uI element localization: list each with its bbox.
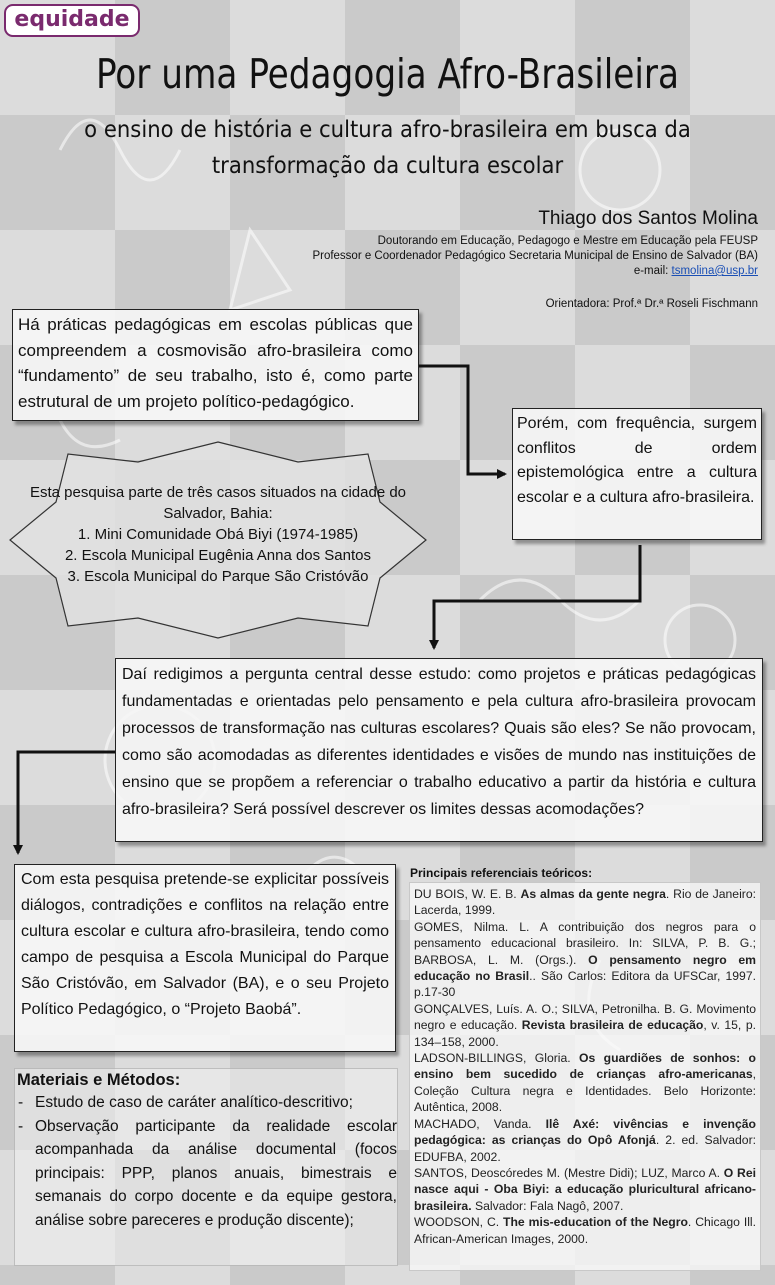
reference-item xyxy=(414,1050,756,1116)
page-subtitle: o ensino de história e cultura afro-brasileira em busca da transformação da cultura escolar xyxy=(84,117,691,179)
email-link[interactable]: tsmolina@usp.br xyxy=(671,265,758,277)
arrow-intro-to-conflicts xyxy=(419,366,505,474)
ref-pre: DU BOIS, W. E. B. xyxy=(414,887,521,901)
page-title: Por uma Pedagogia Afro-Brasileira xyxy=(95,50,680,98)
reference-item xyxy=(414,1116,756,1165)
equidade-logo: equidade xyxy=(4,4,140,37)
ref-title: As almas da gente negra xyxy=(520,887,666,901)
ref-post: . Chicago Ill. African-American Images, 2000. xyxy=(414,1215,757,1246)
cases-star xyxy=(8,440,428,640)
arrow-question-to-aim xyxy=(18,752,115,853)
author-credentials: Doutorando em Educação, Pedagogo e Mestre em Educação pela FEUSP xyxy=(377,235,758,247)
author-position: Professor e Coordenador Pedagógico Secretaria Municipal de Ensino de Salvador (BA) xyxy=(312,250,758,262)
references-list xyxy=(409,882,761,1271)
ref-pre: GOMES, Nilma. L. A contribuição dos negros para o pensamento educacional brasileiro. In: SILVA, P. B. G.; BARBOSA, L. M. (Orgs.). xyxy=(414,919,756,967)
reference-item xyxy=(414,1165,756,1214)
ref-post: Salvador: Fala Nagô, 2007. xyxy=(471,1198,624,1213)
research-aim-box: Com esta pesquisa pretende-se explicitar possíveis diálogos, contradições e conflitos na relação entre cultura escolar e cultura afro-brasileira, tendo como campo de pesquisa a Escola Municipal do Parque São Cristóvão, em Salvador (BA), e o seu Projeto Político Pedagógico, o “Projeto Baobá”. xyxy=(14,864,396,1052)
ref-title: The mis-education of the Negro xyxy=(503,1215,688,1230)
author-info xyxy=(158,204,758,279)
methods-title: Materiais e Métodos: xyxy=(17,1071,181,1089)
reference-item xyxy=(414,886,756,919)
cases-text xyxy=(8,482,428,587)
ref-post: . Rio de Janeiro: Lacerda, 1999. xyxy=(414,887,757,918)
reference-item xyxy=(414,919,756,1001)
ref-post: , v. 15, p. 134–158, 2000. xyxy=(414,1018,756,1049)
case-item: 3. Escola Municipal do Parque São Cristóvão xyxy=(67,568,369,585)
methods-section xyxy=(14,1068,398,1266)
ref-pre: MACHADO, Vanda. xyxy=(414,1116,546,1131)
reference-item xyxy=(414,1214,756,1247)
case-item: 1. Mini Comunidade Obá Biyi (1974-1985) xyxy=(77,526,359,543)
ref-post: .. São Carlos: Editora da UFSCar, 1997. p.17-30 xyxy=(414,969,756,1000)
case-item: 2. Escola Municipal Eugênia Anna dos Santos xyxy=(64,547,372,564)
ref-title: Os guardiões de sonhos: o ensino bem sucedido de crianças afro-americanas xyxy=(414,1051,756,1082)
methods-item: - Observação participante da realidade escolar acompanhada da análise documental (focos principais: PPP, planos anuais, bimestrais e semanais do corpo docente e da equipe gestora, análise sobre pareceres e produção discente); xyxy=(15,1115,397,1233)
ref-pre: WOODSON, C. xyxy=(414,1215,504,1230)
advisor: Orientadora: Prof.ª Dr.ª Roseli Fischmann xyxy=(545,298,758,310)
cases-intro: Esta pesquisa parte de três casos situados na cidade do Salvador, Bahia: xyxy=(29,484,407,522)
arrow-conflicts-to-question xyxy=(434,545,640,648)
email-label: e-mail: xyxy=(633,265,669,277)
ref-pre: SANTOS, Deoscóredes M. (Mestre Didi); LUZ, Marco A. xyxy=(414,1165,724,1180)
methods-item: - Estudo de caso de caráter analítico-descritivo; xyxy=(15,1091,397,1115)
conflicts-box: Porém, com frequência, surgem conflitos de ordem epistemológica entre a cultura escolar e a cultura afro-brasileira. xyxy=(512,408,762,540)
methods-list xyxy=(15,1091,397,1232)
ref-pre: LADSON-BILLINGS, Gloria. xyxy=(414,1051,580,1066)
reference-item xyxy=(414,1001,756,1050)
ref-title: Revista brasileira de educação xyxy=(521,1018,704,1033)
references-title: Principais referenciais teóricos: xyxy=(410,866,593,880)
ref-post: . 2. ed. Salvador: EDUFBA, 2002. xyxy=(414,1133,757,1164)
author-name: Thiago dos Santos Molina xyxy=(538,208,758,229)
ref-title: O Rei nasce aqui - Oba Biyi: a educação pluricultural africano-brasileira. xyxy=(414,1165,756,1213)
author-email-line xyxy=(158,264,758,279)
ref-pre: GONÇALVES, Luís. A. O.; SILVA, Petronilha. B. G. Movimento negro e educação. xyxy=(414,1001,756,1033)
ref-title: Ilê Axé: vivências e invenção pedagógica: as crianças do Opô Afonjá xyxy=(414,1116,756,1148)
intro-box: Há práticas pedagógicas em escolas públicas que compreendem a cosmovisão afro-brasileira como “fundamento” de seu trabalho, isto é, como parte estrutural de um projeto político-pedagógico. xyxy=(12,309,419,421)
ref-title: O pensamento negro em educação no Brasil xyxy=(414,952,756,984)
ref-post: , Coleção Cultura negra e Identidades. Belo Horizonte: Autêntica, 2008. xyxy=(414,1067,756,1115)
research-question-box: Daí redigimos a pergunta central desse estudo: como projetos e práticas pedagógicas fundamentadas e orientadas pelo pensamento e pela cultura afro-brasileira provocam processos de transformação nas culturas escolares? Quais são eles? Se não provocam, como são acomodadas as diferentes identidades e visões de mundo nas instituições de ensino que se propõem a referenciar o trabalho educativo a partir da história e cultura afro-brasileira? Será possível descrever os limites dessas acomodações? xyxy=(115,658,763,842)
